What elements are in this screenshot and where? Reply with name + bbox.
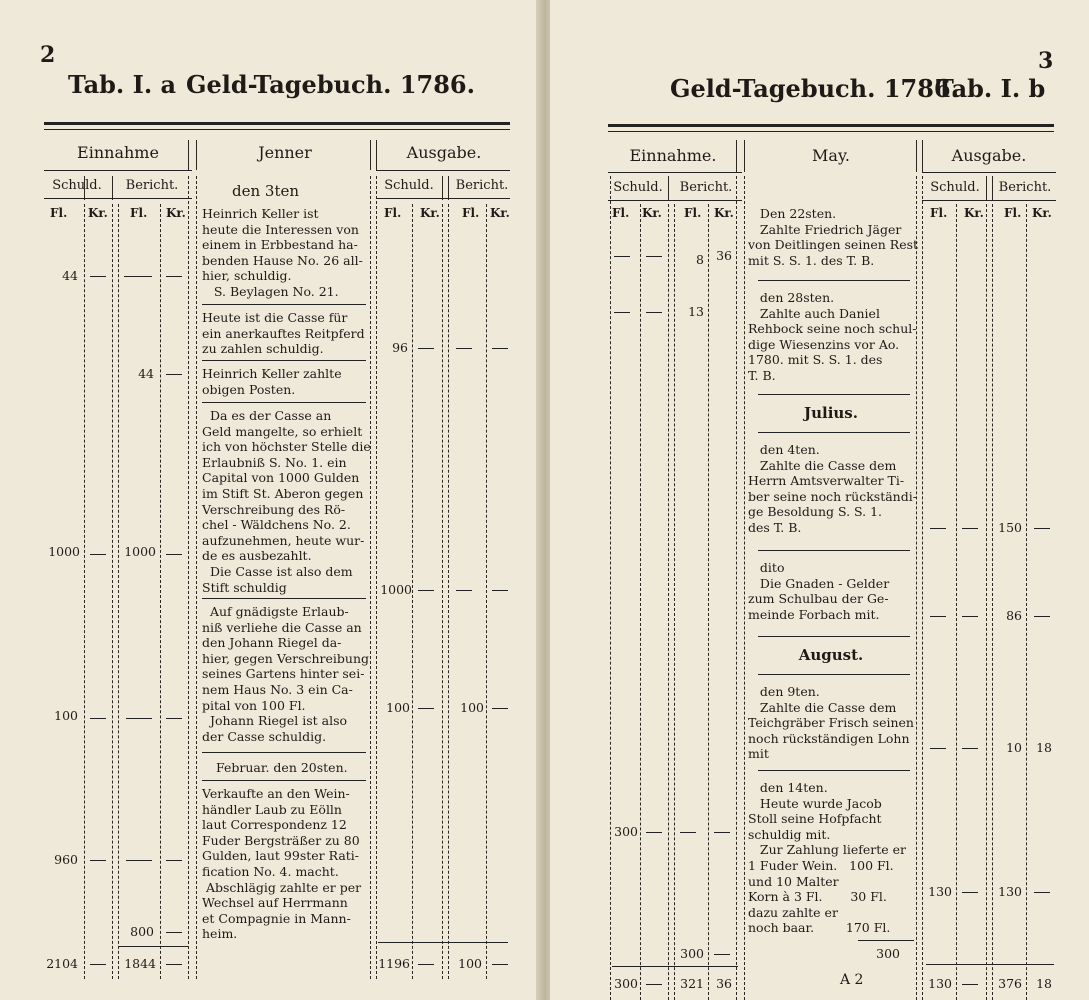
total-amount: 376 — [998, 976, 1022, 991]
sum-rule — [378, 942, 508, 943]
sum-rule — [926, 964, 1054, 965]
column-rule — [956, 204, 957, 1000]
total-amount: 36 — [716, 976, 732, 991]
ledger-entry: Heute ist die Casse für ein anerkauftes Reitpferd zu zahlen schuldig. — [202, 310, 365, 357]
month-heading: August. — [798, 646, 864, 664]
ledger-entry: dito Die Gnaden - Gelder zum Schulbau der Ge- meinde Forbach mit. — [748, 560, 890, 622]
column-rule — [674, 204, 675, 1000]
running-title: Geld-Tagebuch. 1786. — [186, 70, 475, 99]
entry-date: den 3ten — [232, 182, 300, 200]
unit-fl: Fl. — [50, 206, 68, 220]
rule — [376, 198, 510, 199]
unit-fl: Fl. — [612, 206, 630, 220]
column-rule — [668, 176, 669, 200]
rule — [758, 636, 910, 637]
total-amount: 2104 — [46, 956, 78, 971]
signature-mark: A 2 — [840, 972, 864, 988]
page-number: 2 — [40, 42, 56, 68]
total-amount: 1844 — [124, 956, 156, 971]
rule — [202, 780, 366, 781]
column-rule — [922, 176, 923, 1000]
unit-fl: Fl. — [930, 206, 948, 220]
ledger-entry: Den 22sten. Zahlte Friedrich Jäger von Deitlingen seinen Rest mit S. S. 1. des T. B. — [748, 206, 919, 268]
column-rule — [118, 204, 119, 979]
table-label: Tab. I. a — [68, 70, 177, 99]
rule — [202, 402, 366, 403]
unit-fl: Fl. — [684, 206, 702, 220]
column-rule — [376, 140, 377, 170]
unit-fl: Fl. — [462, 206, 480, 220]
column-header-month: Jenner — [258, 143, 312, 162]
column-rule — [442, 204, 443, 979]
rule — [608, 131, 1054, 132]
rule — [608, 124, 1054, 127]
column-rule — [486, 204, 487, 979]
ledger-entry: Heinrich Keller ist heute die Interessen von einem in Erbbestand ha- benden Hause No. 26 all- hier, schuldig. S. Beylagen No. 21. — [202, 206, 363, 299]
column-rule — [112, 204, 113, 979]
subheader-schuld: Schuld. — [613, 180, 663, 195]
rule — [758, 674, 910, 675]
column-rule — [84, 176, 85, 200]
ledger-entry: den 4ten. Zahlte die Casse dem Herrn Amtsverwalter Ti- ber seine noch rückständi- ge Besoldung S. S. 1. des T. B. — [748, 442, 917, 535]
ledger-entry: den 14ten. Heute wurde Jacob Stoll seine Hofpfacht schuldig mit. Zur Zahlung lieferte er 1 Fuder Wein. 100 Fl. und 10 Malter Korn à 3 Fl. 30 Fl. dazu zahlte er noch baar. 170 Fl. — [748, 780, 907, 936]
column-header-expense: Ausgabe. — [406, 143, 482, 162]
rule — [44, 198, 192, 199]
rule — [922, 172, 1056, 173]
column-rule — [916, 140, 917, 172]
column-rule — [442, 176, 443, 200]
column-header-expense: Ausgabe. — [951, 146, 1027, 165]
unit-fl: Fl. — [384, 206, 402, 220]
sum-rule — [612, 966, 738, 967]
column-rule — [610, 176, 611, 1000]
column-rule — [448, 176, 449, 200]
amount: 8 — [696, 252, 704, 267]
rule — [376, 170, 510, 171]
rule — [202, 598, 366, 599]
sum-rule — [858, 940, 914, 941]
column-rule — [188, 176, 189, 979]
sum-rule — [118, 946, 188, 947]
rule — [922, 200, 1056, 201]
rule — [758, 770, 910, 771]
total-amount: 300 — [614, 976, 638, 991]
ledger-entry: Auf gnädigste Erlaub- niß verliehe die Casse an den Johann Riegel da- hier, gegen Verschreibung seines Gartens hinter sei- nem Haus No. 3 ein Ca- pital von 100 Fl. Johann Riegel ist also der Casse schuldig. — [202, 604, 370, 744]
rule — [44, 170, 192, 171]
rule — [758, 394, 910, 395]
page-number: 3 — [1038, 48, 1054, 74]
unit-kr: Kr. — [714, 206, 734, 220]
amount: 100 — [460, 700, 484, 715]
amount: 36 — [716, 248, 732, 263]
amount: 96 — [392, 340, 408, 355]
column-rule — [992, 204, 993, 1000]
rule — [758, 550, 910, 551]
ledger-entry: Heinrich Keller zahlte obigen Posten. — [202, 366, 342, 397]
amount: 100 — [386, 700, 410, 715]
subheader-schuld: Schuld. — [52, 178, 102, 193]
column-rule — [744, 176, 745, 1000]
subheader-schuld: Schuld. — [384, 178, 434, 193]
ledger-entry: Verkaufte an den Wein- händler Laub zu Eölln laut Correspondenz 12 Fuder Bergsträßer zu 80 Gulden, laut 99ster Rati- fication No. 4. macht. Abschlägig zahlte er per Wechsel auf Herrmann et Compagnie in Mann- heim. — [202, 786, 362, 942]
unit-kr: Kr. — [420, 206, 440, 220]
rule — [44, 122, 510, 125]
column-rule — [986, 204, 987, 1000]
rule — [608, 172, 742, 173]
right-page — [550, 0, 1089, 1000]
unit-kr: Kr. — [1032, 206, 1052, 220]
amount: 100 — [54, 708, 78, 723]
month-heading: Julius. — [804, 404, 858, 422]
rule — [758, 432, 910, 433]
column-header-income: Einnahme — [77, 143, 159, 162]
unit-kr: Kr. — [490, 206, 510, 220]
rule — [202, 360, 366, 361]
subheader-bericht: Bericht. — [455, 178, 509, 193]
unit-kr: Kr. — [964, 206, 984, 220]
subheader-bericht: Bericht. — [125, 178, 179, 193]
column-rule — [376, 176, 377, 979]
rule — [202, 304, 366, 305]
left-page — [0, 0, 540, 1000]
column-rule — [986, 176, 987, 200]
column-rule — [744, 140, 745, 172]
amount: 1000 — [48, 544, 80, 559]
column-rule — [160, 204, 161, 979]
unit-kr: Kr. — [88, 206, 108, 220]
column-rule — [370, 140, 371, 170]
amount: 44 — [62, 268, 78, 283]
column-rule — [736, 140, 737, 172]
total-amount: 18 — [1036, 976, 1052, 991]
ledger-entry: den 28sten. Zahlte auch Daniel Rehbock seine noch schul- dige Wiesenzins vor Ao. 1780. mit S. S. 1. des T. B. — [748, 290, 917, 383]
column-rule — [112, 176, 113, 200]
column-rule — [196, 176, 197, 979]
amount: 300 — [680, 946, 704, 961]
rule — [758, 280, 910, 281]
column-rule — [196, 140, 197, 170]
column-rule — [188, 140, 189, 170]
rule — [608, 200, 742, 201]
subheader-schuld: Schuld. — [930, 180, 980, 195]
unit-kr: Kr. — [642, 206, 662, 220]
amount: 44 — [138, 366, 154, 381]
unit-kr: Kr. — [166, 206, 186, 220]
inner-sum: 300 — [876, 946, 900, 961]
amount: 86 — [1006, 608, 1022, 623]
column-rule — [708, 204, 709, 1000]
table-label: Tab. I. b — [936, 74, 1046, 103]
amount: 150 — [998, 520, 1022, 535]
total-amount: 1196 — [378, 956, 410, 971]
rule — [44, 129, 510, 130]
column-rule — [922, 140, 923, 172]
rule — [202, 752, 366, 753]
amount: 800 — [130, 924, 154, 939]
amount: 300 — [614, 824, 638, 839]
amount: 10 — [1006, 740, 1022, 755]
total-amount: 100 — [458, 956, 482, 971]
amount: 960 — [54, 852, 78, 867]
total-amount: 130 — [928, 976, 952, 991]
subheader-bericht: Bericht. — [998, 180, 1052, 195]
ledger-entry: den 9ten. Zahlte die Casse dem Teichgräber Frisch seinen noch rückständigen Lohn mit — [748, 684, 914, 762]
amount: 1000 — [380, 582, 412, 597]
column-header-month: May. — [812, 146, 850, 165]
column-header-income: Einnahme. — [629, 146, 717, 165]
column-rule — [412, 204, 413, 979]
column-rule — [736, 176, 737, 1000]
amount: 130 — [998, 884, 1022, 899]
amount: 18 — [1036, 740, 1052, 755]
column-rule — [992, 176, 993, 200]
column-rule — [448, 204, 449, 979]
column-rule — [1026, 204, 1027, 1000]
amount: 130 — [928, 884, 952, 899]
amount: 1000 — [124, 544, 156, 559]
column-rule — [668, 204, 669, 1000]
ledger-entry-heading: Februar. den 20sten. — [216, 760, 348, 775]
running-title: Geld-Tagebuch. 1786. — [670, 74, 959, 103]
column-rule — [84, 204, 85, 979]
unit-fl: Fl. — [1004, 206, 1022, 220]
column-rule — [640, 204, 641, 1000]
total-amount: 321 — [680, 976, 704, 991]
amount: 13 — [688, 304, 704, 319]
unit-fl: Fl. — [130, 206, 148, 220]
subheader-bericht: Bericht. — [679, 180, 733, 195]
ledger-entry: Da es der Casse an Geld mangelte, so erhielt ich von höchster Stelle die Erlaubniß S. No. 1. ein Capital von 1000 Gulden im Stift St. Aberon gegen Verschreibung des Rö- chel - Wäldchens No. 2. aufzunehmen, heute wur- de es ausbezahlt. Die Casse ist also dem Stift schuldig — [202, 408, 371, 595]
